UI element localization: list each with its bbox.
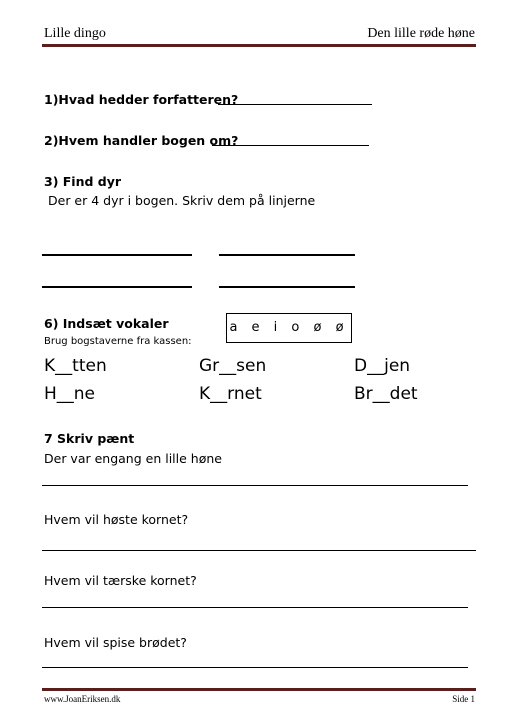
header-right-title: Den lille røde høne: [367, 26, 475, 41]
question-2-answer-line[interactable]: [212, 145, 369, 146]
question-3-heading: 3) Find dyr: [44, 174, 122, 189]
copy-sentence: Hvem vil tærske kornet?: [44, 573, 197, 588]
question-1-label: 1)Hvad hedder forfatteren?: [44, 92, 239, 107]
copy-sentence: Hvem vil spise brødet?: [44, 635, 187, 650]
header-left-title: Lille dingo: [44, 26, 106, 41]
footer-page-number: Side 1: [452, 694, 475, 704]
question-7-heading: 7 Skriv pænt: [44, 431, 135, 446]
animal-answer-line-1[interactable]: [42, 254, 192, 256]
copy-sentence: Der var engang en lille høne: [44, 451, 222, 466]
writing-line-1[interactable]: [42, 485, 468, 486]
question-3-instruction: Der er 4 dyr i bogen. Skriv dem på linjerne: [48, 193, 316, 208]
vowel-word[interactable]: Gr__sen: [199, 356, 267, 376]
footer-website: www.JoanEriksen.dk: [44, 694, 121, 704]
question-6-instruction: Brug bogstaverne fra kassen:: [44, 336, 192, 347]
question-6-heading: 6) Indsæt vokaler: [44, 316, 169, 331]
vowel-word[interactable]: K__tten: [44, 356, 107, 376]
question-1-answer-line[interactable]: [218, 104, 372, 105]
animal-answer-line-2[interactable]: [219, 254, 355, 256]
animal-answer-line-4[interactable]: [219, 286, 355, 288]
copy-sentence: Hvem vil høste kornet?: [44, 512, 189, 527]
vowel-word[interactable]: K__rnet: [199, 384, 262, 404]
vowel-word[interactable]: D__jen: [354, 356, 411, 376]
vowel-word[interactable]: H__ne: [44, 384, 96, 404]
vowel-box: a e i o ø ø: [226, 313, 352, 343]
writing-line-4[interactable]: [42, 667, 468, 668]
vowel-word[interactable]: Br__det: [354, 384, 418, 404]
animal-answer-line-3[interactable]: [42, 286, 192, 288]
footer-rule: [42, 688, 476, 691]
writing-line-3[interactable]: [42, 607, 468, 608]
writing-line-2[interactable]: [42, 550, 476, 551]
header-rule: [42, 44, 476, 47]
question-2-label: 2)Hvem handler bogen om?: [44, 133, 239, 148]
